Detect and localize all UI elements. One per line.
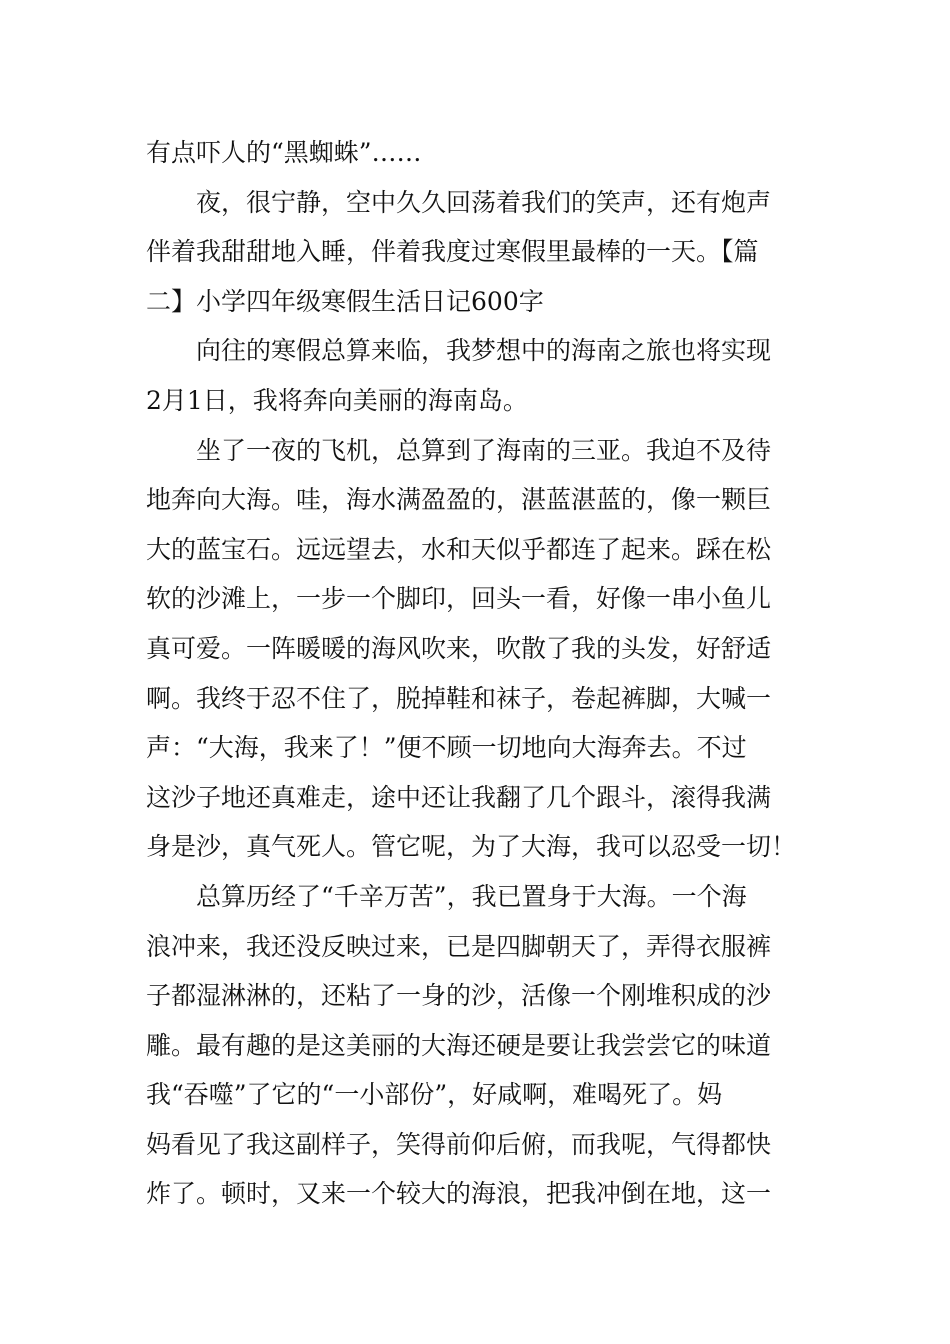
text-line: 声：“大海，我来了！”便不顾一切地向大海奔去。不过 — [146, 733, 747, 763]
text-line: 浪冲来，我还没反映过来，已是四脚朝天了，弄得衣服裤 — [146, 931, 772, 961]
text-line: 伴着我甜甜地入睡，伴着我度过寒假里最棒的一天。【篇 — [146, 237, 759, 267]
text-line: 这沙子地还真难走，途中还让我翻了几个跟斗，滚得我满 — [146, 782, 772, 812]
text-line: 啊。我终于忍不住了，脱掉鞋和袜子，卷起裤脚，大喊一 — [146, 683, 772, 713]
text-line: 地奔向大海。哇，海水满盈盈的，湛蓝湛蓝的，像一颗巨 — [146, 485, 772, 515]
text-line: 身是沙，真气死人。管它呢，为了大海，我可以忍受一切！ — [146, 832, 797, 862]
text-line: 雕。最有趣的是这美丽的大海还硬是要让我尝尝它的味道 — [146, 1030, 772, 1060]
text-line: 妈看见了我这副样子，笑得前仰后俯，而我呢，气得都快 — [146, 1129, 772, 1159]
text-line: 夜，很宁静，空中久久回荡着我们的笑声，还有炮声 — [146, 187, 772, 217]
text-line: 二】小学四年级寒假生活日记600字 — [146, 286, 544, 316]
body-text — [146, 128, 810, 1219]
text-line: 向往的寒假总算来临，我梦想中的海南之旅也将实现 — [146, 336, 772, 366]
text-line: 大的蓝宝石。远远望去，水和天似乎都连了起来。踩在松 — [146, 534, 772, 564]
text-line: 炸了。顿时，又来一个较大的海浪，把我冲倒在地，这一 — [146, 1179, 772, 1209]
text-line: 2月1日，我将奔向美丽的海南岛。 — [146, 385, 528, 415]
text-line: 坐了一夜的飞机，总算到了海南的三亚。我迫不及待 — [146, 435, 772, 465]
text-line: 总算历经了“千辛万苦”，我已置身于大海。一个海 — [146, 881, 747, 911]
text-line: 有点吓人的“黑蜘蛛”…… — [146, 138, 422, 167]
text-line: 我“吞噬”了它的“一小部份”，好咸啊，难喝死了。妈 — [146, 1080, 723, 1110]
text-line: 真可爱。一阵暖暖的海风吹来，吹散了我的头发，好舒适 — [146, 633, 772, 663]
text-line: 子都湿淋淋的，还粘了一身的沙，活像一个刚堆积成的沙 — [146, 981, 772, 1011]
text-line: 软的沙滩上，一步一个脚印，回头一看，好像一串小鱼儿 — [146, 584, 772, 614]
